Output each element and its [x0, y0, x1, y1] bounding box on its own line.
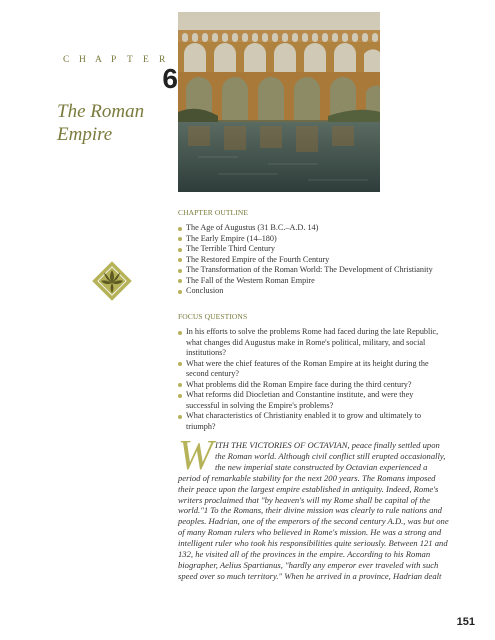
- list-item: The Restored Empire of the Fourth Century: [178, 255, 448, 266]
- body-text: [178, 433, 450, 582]
- list-item: What were the chief features of the Roman Empire at its height during the second century?: [178, 359, 448, 380]
- chapter-letter: H: [79, 55, 86, 65]
- focus-questions: [178, 312, 448, 432]
- list-item: The Age of Augustus (31 B.C.–A.D. 14): [178, 223, 448, 234]
- page-number: 151: [456, 616, 475, 628]
- chapter-number: 6: [162, 63, 178, 94]
- list-item: What problems did the Roman Empire face during the third century?: [178, 380, 448, 391]
- leaf-ornament-icon: [88, 257, 136, 305]
- chapter-letter: A: [95, 55, 102, 65]
- chapter-letter: T: [127, 55, 133, 65]
- list-item: The Fall of the Western Roman Empire: [178, 276, 448, 287]
- outline-heading: CHAPTER OUTLINE: [178, 208, 249, 217]
- chapter-letter: R: [159, 55, 166, 65]
- chapter-letter: P: [111, 55, 117, 65]
- list-item: What characteristics of Christianity enabled it to grow and ultimately to triumph?: [178, 411, 448, 432]
- list-item: The Terrible Third Century: [178, 244, 448, 255]
- list-item: The Transformation of the Roman World: The Development of Christianity: [178, 265, 448, 276]
- chapter-letter: C: [63, 55, 70, 65]
- list-item: The Early Empire (14–180): [178, 234, 448, 245]
- list-item: Conclusion: [178, 286, 448, 297]
- chapter-letter: E: [143, 55, 149, 65]
- list-item: What reforms did Diocletian and Constantine institute, and were they successful in solving the Empire's problems?: [178, 390, 448, 411]
- list-item: In his efforts to solve the problems Rome had faced during the late Republic, what changes did Augustus make in Rome's political, military, and social institutions?: [178, 327, 448, 359]
- focus-heading: FOCUS QUESTIONS: [178, 312, 248, 321]
- chapter-outline: [178, 208, 448, 297]
- drop-cap: W: [178, 433, 213, 479]
- body-paragraph: ITH THE VICTORIES OF OCTAVIAN, peace finally settled upon the Roman world. Although civil conflict still erupted occasionally, the new imperial state constructed by Octavian experienced a period of remarkable stability for the next 200 years. The Romans imposed their peace upon the largest empire established in antiquity. Indeed, Rome's writers proclaimed that "by heaven's will my Rome shall be capital of the world."1 To the Romans, their divine mission was clearly to rule nations and peoples. Hadrian, one of the emperors of the second century A.D., was but one of many Roman rulers who believed in Rome's mission. He was a strong and intelligent ruler who took his responsibilities quite seriously. Between 121 and 132, he visited all of the provinces in the empire. According to his Roman biographer, Aelius Spartianus, "hardly any emperor ever traveled with such speed over so much territory." When he arrived in a province, Hadrian dealt: [178, 440, 449, 581]
- chapter-title: The Roman Empire: [57, 101, 145, 145]
- aqueduct-photo: [178, 12, 380, 192]
